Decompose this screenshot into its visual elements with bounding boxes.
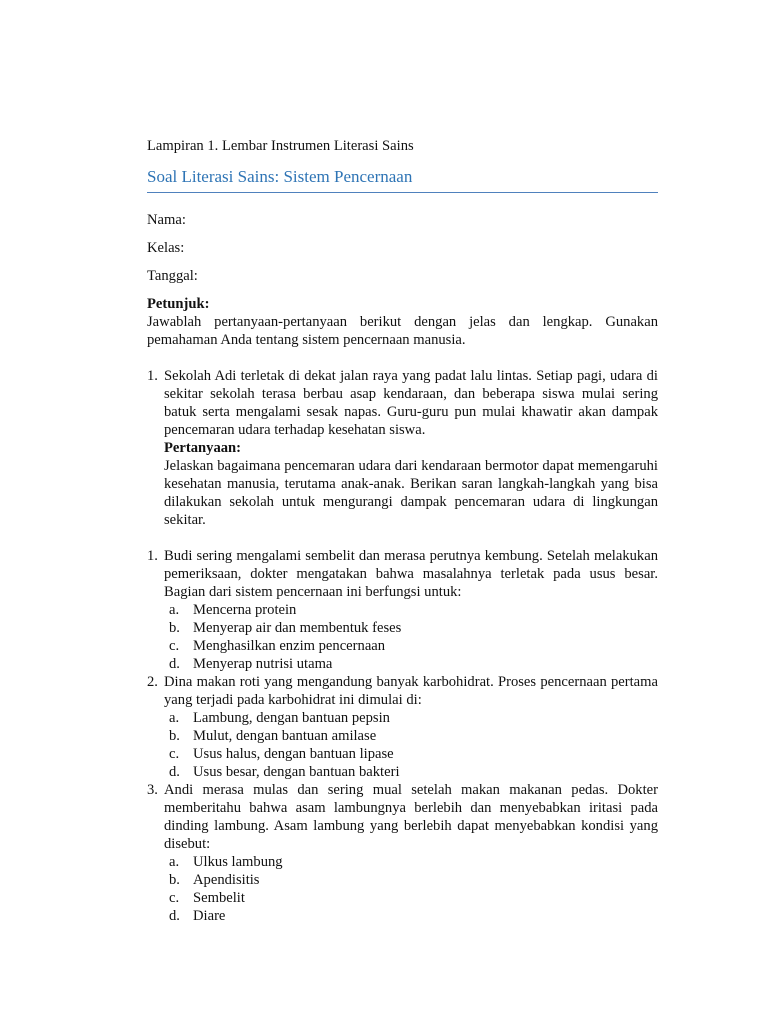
mc-option: [164, 709, 658, 727]
mc-option: [164, 871, 658, 889]
option-letter: c.: [169, 890, 180, 906]
option-text: Usus besar, dengan bantuan bakteri: [193, 764, 400, 780]
mc-question: [147, 547, 658, 673]
option-text: Menyerap nutrisi utama: [193, 656, 333, 672]
mc-question: [147, 673, 658, 781]
mc-question-number: 3.: [147, 782, 158, 798]
mc-option: [164, 745, 658, 763]
option-letter: d.: [169, 764, 180, 780]
option-text: Mencerna protein: [193, 602, 297, 618]
class-field-label: Kelas:: [147, 240, 185, 256]
option-text: Ulkus lambung: [193, 854, 283, 870]
instructions-section: [147, 295, 658, 349]
mc-question-number: 2.: [147, 674, 158, 690]
option-text: Lambung, dengan bantuan pepsin: [193, 710, 390, 726]
multiple-choice-list: [147, 547, 658, 925]
mc-option: [164, 763, 658, 781]
mc-question-text: Andi merasa mulas dan sering mual setelah makan makanan pedas. Dokter memberitahu bahwa asam lambungnya berlebih dan menyebabkan iritasi pada dinding lambung. Asam lambung yang berlebih dapat menyebabkan kondisi yang disebut:: [164, 782, 658, 852]
option-text: Mulut, dengan bantuan amilase: [193, 728, 377, 744]
mc-option: [164, 655, 658, 673]
option-letter: c.: [169, 746, 180, 762]
essay-question-label: Pertanyaan:: [164, 440, 242, 456]
option-text: Menghasilkan enzim pencernaan: [193, 638, 386, 654]
instructions-text: Jawablah pertanyaan-pertanyaan berikut dengan jelas dan lengkap. Gunakan pemahaman Anda tentang sistem pencernaan manusia.: [147, 314, 658, 348]
mc-option: [164, 619, 658, 637]
mc-question-text: Budi sering mengalami sembelit dan merasa perutnya kembung. Setelah melakukan pemeriksaan, dokter mengatakan bahwa masalahnya terletak pada usus besar. Bagian dari sistem pencernaan ini berfungsi untuk:: [164, 548, 658, 600]
mc-option: [164, 889, 658, 907]
option-text: Diare: [193, 908, 226, 924]
option-text: Menyerap air dan membentuk feses: [193, 620, 402, 636]
option-letter: c.: [169, 638, 180, 654]
option-letter: d.: [169, 656, 180, 672]
mc-question-text: Dina makan roti yang mengandung banyak karbohidrat. Proses pencernaan pertama yang terjadi pada karbohidrat ini dimulai di:: [164, 674, 658, 708]
option-letter: b.: [169, 620, 180, 636]
mc-question: [147, 781, 658, 925]
essay-scenario: Sekolah Adi terletak di dekat jalan raya yang padat lalu lintas. Setiap pagi, udara di sekitar sekolah terasa berbau asap kendaraan, dan beberapa siswa mulai sering batuk serta mengalami sesak napas. Guru-guru pun mulai khawatir akan dampak pencemaran udara terhadap kesehatan siswa.: [164, 368, 658, 438]
essay-question-number: 1.: [147, 368, 158, 384]
mc-option: [164, 853, 658, 871]
mc-option: [164, 601, 658, 619]
mc-options: [164, 601, 658, 673]
option-text: Usus halus, dengan bantuan lipase: [193, 746, 394, 762]
option-text: Sembelit: [193, 890, 245, 906]
option-letter: b.: [169, 872, 180, 888]
appendix-label: Lampiran 1. Lembar Instrumen Literasi Sains: [147, 138, 414, 154]
mc-options: [164, 709, 658, 781]
mc-option: [164, 637, 658, 655]
essay-question-text: Jelaskan bagaimana pencemaran udara dari kendaraan bermotor dapat memengaruhi kesehatan manusia, terutama anak-anak. Berikan saran langkah-langkah yang bisa dilakukan sekolah untuk mengurangi dampak pencemaran udara di lingkungan sekitar.: [164, 458, 658, 528]
mc-option: [164, 907, 658, 925]
mc-option: [164, 727, 658, 745]
name-field-label: Nama:: [147, 212, 186, 228]
option-letter: a.: [169, 602, 180, 618]
document-content: [147, 137, 658, 925]
option-letter: b.: [169, 728, 180, 744]
essay-question: [147, 367, 658, 529]
document-title: Soal Literasi Sains: Sistem Pencernaan: [147, 166, 658, 193]
option-letter: a.: [169, 854, 180, 870]
mc-options: [164, 853, 658, 925]
instructions-heading: Petunjuk:: [147, 296, 210, 312]
date-field-label: Tanggal:: [147, 268, 198, 284]
mc-question-number: 1.: [147, 548, 158, 564]
option-text: Apendisitis: [193, 872, 260, 888]
option-letter: d.: [169, 908, 180, 924]
option-letter: a.: [169, 710, 180, 726]
